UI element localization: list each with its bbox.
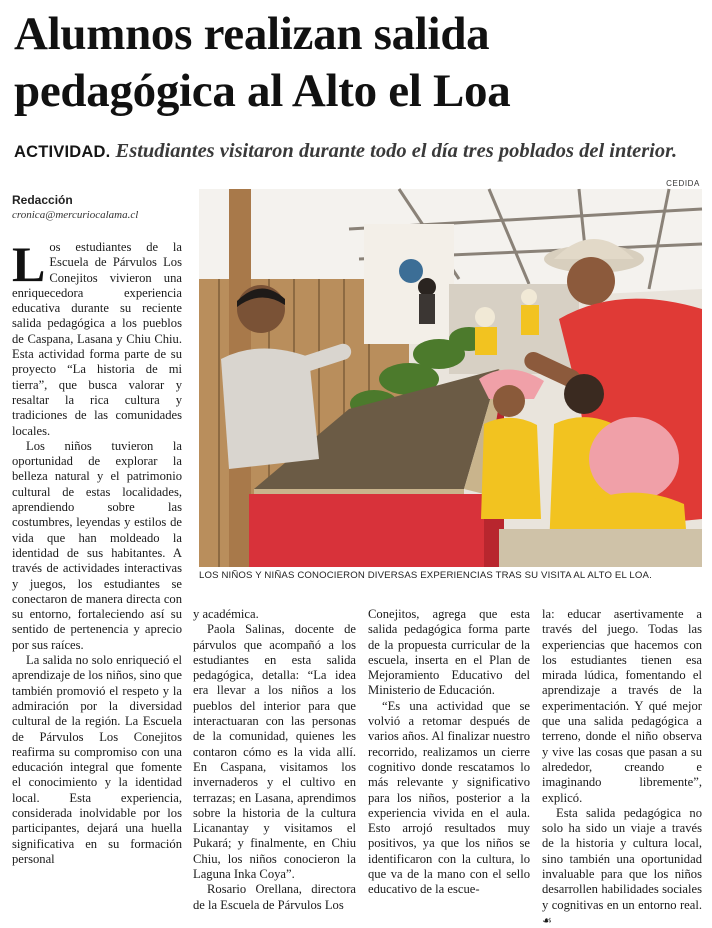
byline	[12, 193, 192, 221]
column-4	[542, 607, 702, 927]
closing-text: Esta salida pedagógica no solo ha sido un viaje a través de la historia y cultura local, sino también una oportunidad invaluable para que los niños desarrollen habilidades sociales y cognitivas en un entorno real.	[542, 805, 702, 912]
paragraph-1	[12, 236, 182, 439]
drop-cap: L	[12, 236, 46, 292]
photo-caption: LOS NIÑOS Y NIÑAS CONOCIERON DIVERSAS EXPERIENCIAS TRAS SU VISITA AL ALTO EL LOA.	[199, 570, 652, 581]
paragraph-2: Los niños tuvieron la oportunidad de explorar la belleza natural y el patrimonio cultural de estas localidades, aprendiendo sobre las costumbres, leyendas y estilos de vida que han moldeado la identidad de sus habitantes. A través de actividades interactivas y juegos, los estudiantes se conectaron de manera directa con su entorno, fortaleciendo así su sentido de pertenencia y aprecio por sus raíces.	[12, 438, 182, 652]
byline-name: Redacción	[12, 193, 73, 207]
column-2	[193, 607, 356, 919]
paragraph-quote-orellana: “Es una actividad que se volvió a retomar después de varios años. Al finalizar nuestro recorrido, realizamos un cierre cognitivo donde rescatamos lo más relevante y significativo para los niños, posterior a la experiencia vivida en el aula. Esto arrojó resultados muy positivos, ya que los niños se identificaron con la cultura, lo que va de la mano con el sello educativo de la escue-	[368, 698, 530, 897]
column-1	[12, 236, 182, 918]
paragraph-continuation: la: educar asertivamente a través del juego. Todas las experiencias que hacemos con los estudiantes tienen esa mirada lúdica, fomentando el aprendizaje a través de la experimentación. Y qué mejor que una salida pedagógica a terreno, donde el niño observa y vive las cosas que pasan a su alrededor, creando e imaginando libremente”, explicó.	[542, 607, 702, 805]
subheadline: Estudiantes visitaron durante todo el día tres poblados del interior.	[115, 140, 678, 162]
article-photo	[199, 189, 702, 567]
column-3	[368, 607, 530, 919]
photo-credit: CEDIDA	[666, 179, 700, 188]
headline: Alumnos realizan salida pedagógica al Alto el Loa	[14, 8, 511, 117]
end-mark-icon: ☙	[542, 913, 552, 927]
paragraph-3: La salida no solo enriqueció el aprendizaje de los niños, sino que también promovió el respeto y la admiración por la diversidad cultural de la región. La Escuela de Párvulos Los Conejitos reafirma su compromiso con una educación integral que fomente el conocimiento y la identidad local. Esta experiencia, considerada inolvidable por los participantes, dejará una huella significativa en su formación personal	[12, 653, 182, 866]
paragraph-orellana: Rosario Orellana, directora de la Escuela de Párvulos Los	[193, 882, 356, 912]
paragraph-quote-salinas: Paola Salinas, docente de párvulos que acompañó a los estudiantes en esta salida pedagógica, detalla: “La idea era llevar a los niños a los pueblos del interior para que interactuaran con las personas de la comunidad, quienes les contaron cómo es la vida allí. En Caspana, visitamos los invernaderos y el cultivo en terrazas; en Lasana, aprendimos sobre la historia de la cultura Licanantay y visitamos el Pukará; y finalmente, en Chiu Chiu, los niños conocieron la Laguna Inka Coya”.	[193, 622, 356, 882]
deck	[14, 138, 704, 165]
byline-email[interactable]: cronica@mercuriocalama.cl	[12, 209, 139, 221]
paragraph-continuation: Conejitos, agrega que esta salida pedagógica forma parte de la propuesta curricular de la escuela, inserta en el Plan de Mejoramiento Educativo del Ministerio de Educación.	[368, 607, 530, 698]
paragraph-continuation: y académica.	[193, 607, 259, 621]
paragraph-closing	[542, 806, 702, 928]
kicker: ACTIVIDAD.	[14, 143, 111, 161]
paragraph-1-text: os estudiantes de la Escuela de Párvulos Los Conejitos vivieron una enriquecedora experiencia educativa durante su reciente salida pedagógica a los pueblos de Caspana, Lasana y Chiu Chiu. Esta actividad forma parte de su proyecto “La historia de mi tierra”, que busca valorar y resaltar la rica cultura y tradiciones de las comunidades locales.	[12, 240, 182, 438]
